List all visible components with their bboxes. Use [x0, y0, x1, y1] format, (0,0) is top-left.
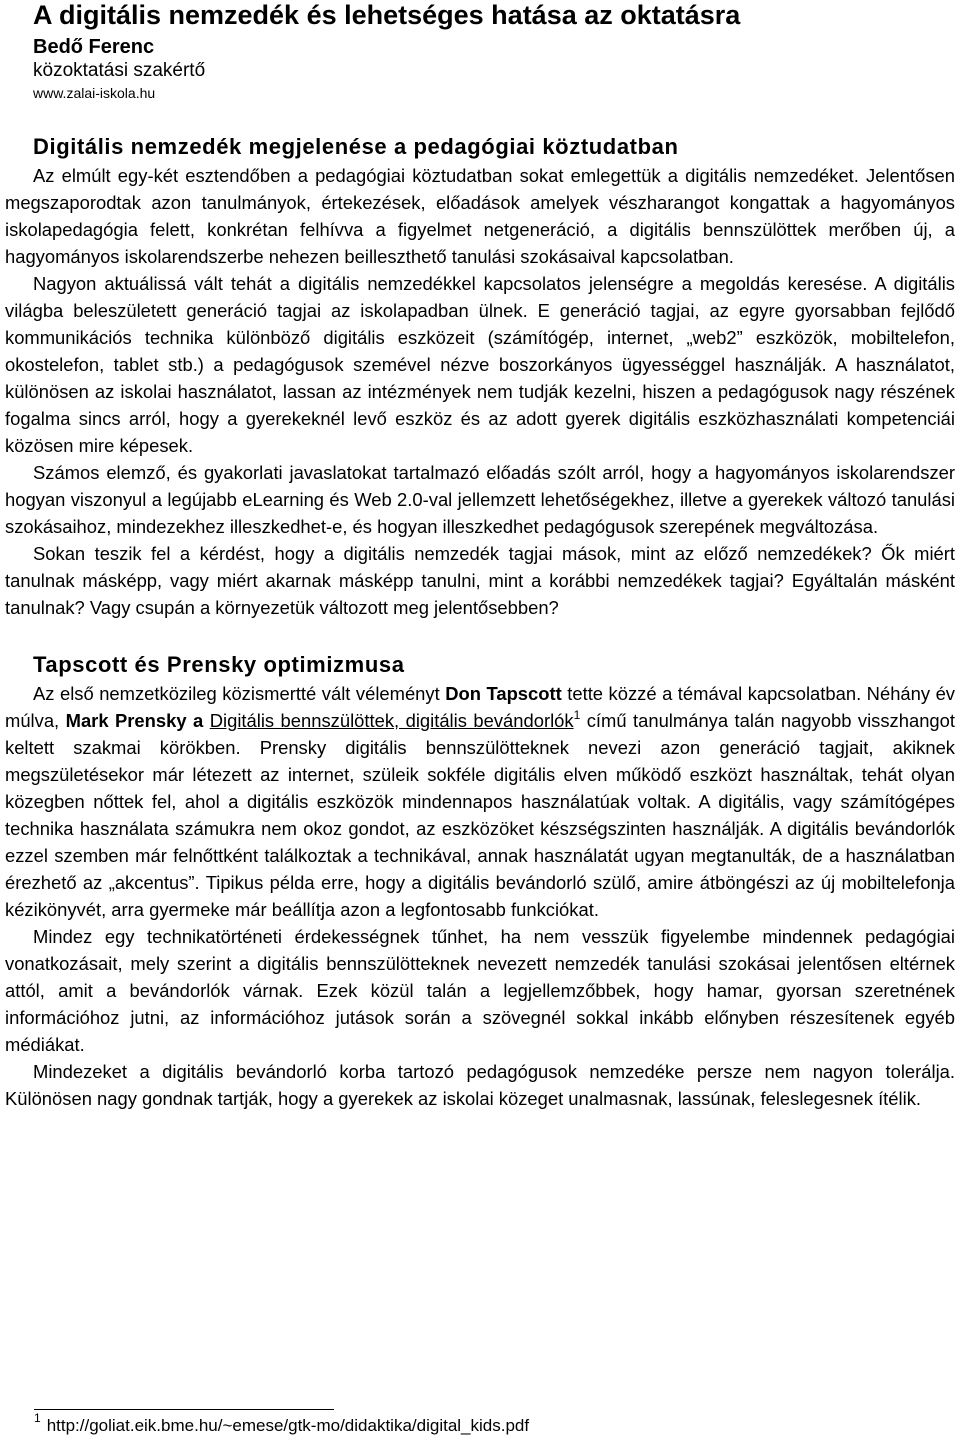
author-name: Bedő Ferenc: [33, 36, 155, 58]
paragraph: Nagyon aktuálissá vált tehát a digitális nemzedékkel kapcsolatos jelenségre a megoldás keresése. A digitális világba beleszületett generáció tagjai az iskolapadban ülnek. E generáció tagjai, az egyre gyorsabban fejlődő kommunikációs technika különböző digitális eszközeit (számítógép, internet, „web2” eszközök, mobiltelefon, okostelefon, tablet stb.) a pedagógusok szemével nézve boszorkányos ügyességgel használják. A használatot, különösen az iskolai használatot, lassan az intézmények nem tudják kezelni, hiszen a pedagógusok nagy részének fogalma sincs arról, hogy a gyerekeknél levő eszköz és az adott gyerek digitális eszközhasználati kompetenciái közösen mire képesek.: [5, 273, 955, 456]
author-role: közoktatási szakértő: [33, 60, 206, 81]
document-title: A digitális nemzedék és lehetséges hatása az oktatásra: [33, 0, 741, 30]
footnote-separator: [34, 1409, 334, 1410]
author-tapscott: Don Tapscott: [445, 683, 562, 704]
paragraph: Mindezeket a digitális bevándorló korba tartozó pedagógusok nemzedéke persze nem nagyon tolerálja. Különösen nagy gondnak tartják, hogy a gyerekek az iskolai közeget unalmasnak, lassúnak, feleslegesnek ítélik.: [5, 1061, 955, 1109]
section-heading-digital-generation: Digitális nemzedék megjelenése a pedagógiai köztudatban: [33, 134, 679, 159]
section-heading-tapscott-prensky: Tapscott és Prensky optimizmusa: [33, 652, 405, 677]
paragraph: Sokan teszik fel a kérdést, hogy a digitális nemzedék tagjai mások, mint az előző nemzedékek? Ők miért tanulnak másképp, vagy miért akarnak másképp tanulni, mint a korábbi nemzedékek tagjai? Egyáltalán másként tanulnak? Vagy csupán a környezetük változott meg jelentősebben?: [5, 543, 955, 618]
footnote-url[interactable]: http://goliat.eik.bme.hu/~emese/gtk-mo/didaktika/digital_kids.pdf: [46, 1416, 530, 1435]
footnote: [34, 1411, 530, 1437]
author-website: www.zalai-iskola.hu: [33, 85, 156, 101]
document-page: [5, 0, 955, 1112]
article-title-link[interactable]: Digitális bennszülöttek, digitális bevándorlók: [209, 710, 574, 731]
author-prensky: Mark Prensky a: [65, 710, 204, 731]
text-run: Az első nemzetközileg közismertté vált véleményt: [33, 683, 446, 704]
footnote-number: 1: [34, 1411, 41, 1425]
paragraph: Számos elemző, és gyakorlati javaslatokat tartalmazó előadás szólt arról, hogy a hagyományos iskolarendszer hogyan viszonyul a legújabb eLearning és Web 2.0-val jellemzett lehetőségekhez, illetve a gyerekek változó tanulási szokásaihoz, mindezekhez illeszkedhet-e, és hogyan illeszkedhet pedagógusok szerepének megváltozása.: [5, 462, 955, 537]
paragraph: Mindez egy technikatörténeti érdekességnek tűnhet, ha nem vesszük figyelembe mindennek pedagógiai vonatkozásait, mely szerint a digitális bennszülötteknek nevezett nemzedék tanulási szokásai jelentősen eltérnek attól, amit a bevándorlók várnak. Ezek közül talán a legjellemzőbbek, hogy hamar, gyorsan szeretnének információhoz jutni, az információhoz jutások során a szövegnél sokkal inkább előnyben részesítenek egyéb médiákat.: [5, 926, 955, 1055]
paragraph: [5, 680, 955, 923]
text-run: tette közzé a témával kapcsolatban. Néhány év múlva,: [5, 683, 955, 731]
text-run: című tanulmánya talán nagyobb visszhangot keltett szakmai körökben. Prensky digitális bennszülötteknek nevezi azon generáció tagjait, akiknek megszületésekor már létezett az internet, szüleik sokféle digitális elven működő eszközt használtak, tehát olyan közegben nőttek fel, ahol a digitális eszközök mindennapos használatúak voltak. A digitális, vagy számítógépes technika használata számukra nem okoz gondot, az eszközöket készségszinten használják. A digitális bevándorlók ezzel szemben már felnőttként találkoztak a technikával, annak használatát ugyan megtanulták, de a használatban érezhető az „akcentus”. Tipikus példa erre, hogy a digitális bevándorló szülő, amire átböngészi az új mobiltelefonja kézikönyvét, arra gyermeke már beállítja azon a legfontosabb funkciókat.: [5, 710, 955, 920]
paragraph: Az elmúlt egy-két esztendőben a pedagógiai köztudatban sokat emlegettük a digitális nemzedéket. Jelentősen megszaporodtak azon tanulmányok, értekezések, előadások amelyek vészharangot kongattak a hagyományos iskolapedagógia felett, konkrétan felhívva a figyelmet netgeneráció, a digitális bennszülöttek merőben új, a hagyományos iskolarendszerbe nehezen beilleszthető tanulási szokásaival kapcsolatban.: [5, 165, 955, 267]
footnote-reference[interactable]: 1: [573, 708, 581, 722]
